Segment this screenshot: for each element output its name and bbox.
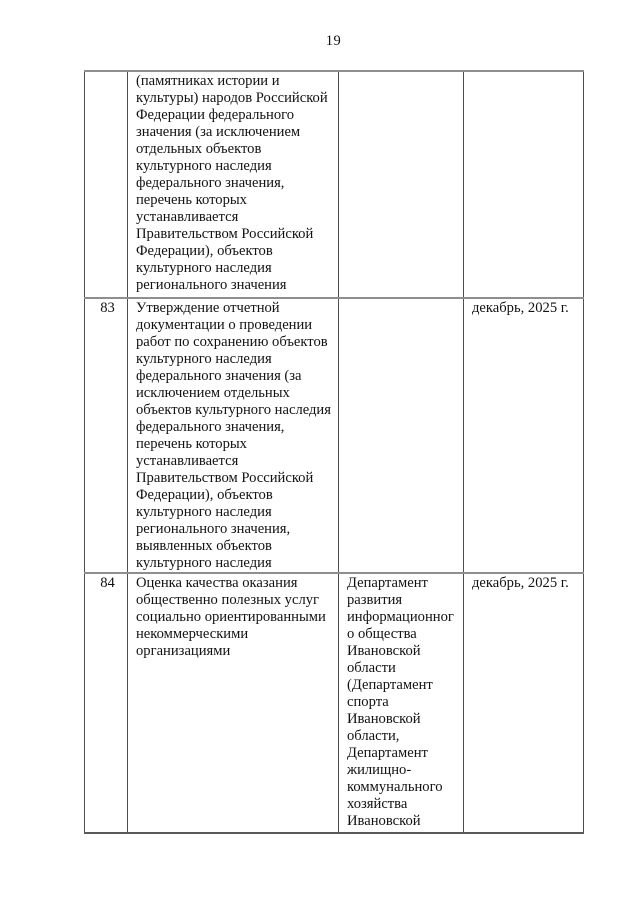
page-number: 19 bbox=[325, 33, 342, 49]
table-row bbox=[85, 298, 584, 573]
activity-cell: Оценка качества оказания общественно полезных услуг социально ориентированными некоммерческими организациями bbox=[128, 573, 339, 833]
department-cell bbox=[339, 71, 464, 298]
deadline-cell bbox=[464, 71, 584, 298]
activities-table bbox=[84, 70, 584, 834]
row-number-cell: 83 bbox=[85, 298, 128, 573]
deadline-cell: декабрь, 2025 г. bbox=[464, 298, 584, 573]
activity-cell: (памятниках истории и культуры) народов Российской Федерации федерального значения (за исключением отдельных объектов культурного наследия федерального значения, перечень которых устанавливается Правительством Российской Федерации), объектов культурного наследия регионального значения bbox=[128, 71, 339, 298]
table-row bbox=[85, 71, 584, 298]
activity-cell: Утверждение отчетной документации о проведении работ по сохранению объектов культурного наследия федерального значения (за исключением отдельных объектов культурного наследия федерального значения, перечень которых устанавливается Правительством Российской Федерации), объектов культурного наследия регионального значения, выявленных объектов культурного наследия bbox=[128, 298, 339, 573]
row-number-cell: 84 bbox=[85, 573, 128, 833]
table-row bbox=[85, 573, 584, 833]
row-number-cell bbox=[85, 71, 128, 298]
department-cell bbox=[339, 298, 464, 573]
department-cell: Департамент развития информационного общества Ивановской области (Департамент спорта Ивановской области, Департамент жилищно-коммунального хозяйства Ивановской bbox=[339, 573, 464, 833]
deadline-cell: декабрь, 2025 г. bbox=[464, 573, 584, 833]
